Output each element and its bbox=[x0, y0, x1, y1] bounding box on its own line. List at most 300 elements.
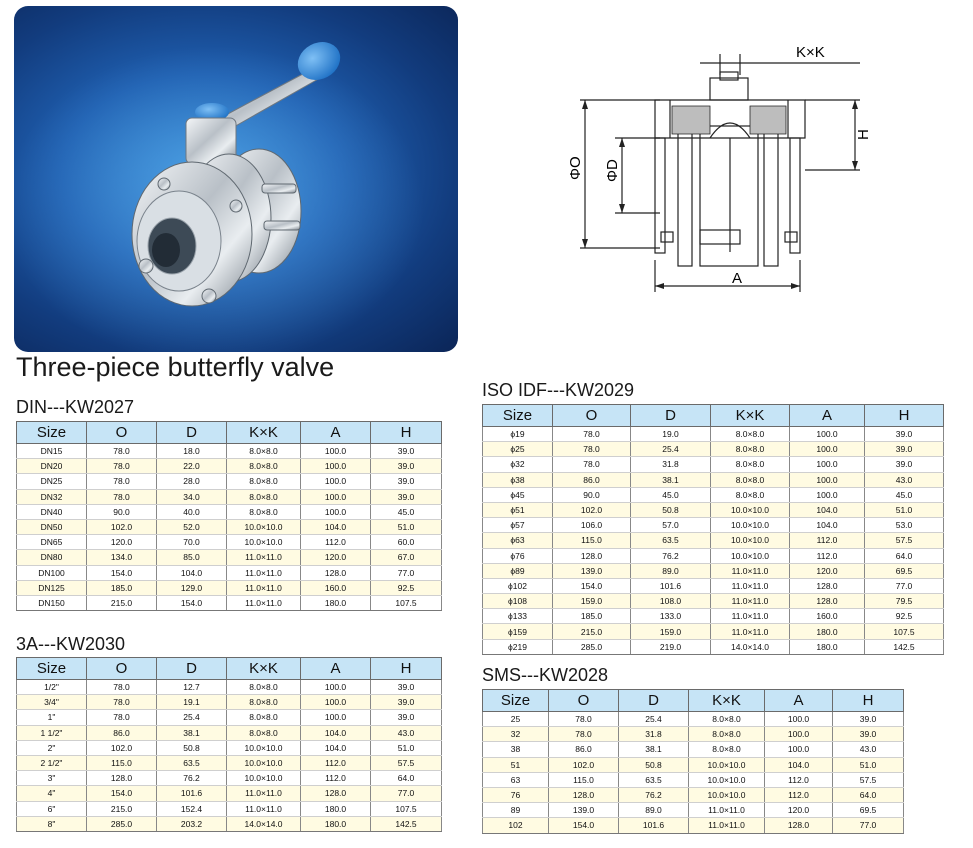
table-cell: 60.0 bbox=[371, 535, 442, 550]
sms-header-cell: D bbox=[619, 690, 689, 712]
table-cell: 10.0×10.0 bbox=[711, 548, 790, 563]
table-cell: 76.2 bbox=[619, 787, 689, 802]
table-cell: 14.0×14.0 bbox=[711, 639, 790, 654]
din-table-heading: DIN---KW2027 bbox=[16, 397, 135, 417]
table-cell: DN50 bbox=[17, 519, 87, 534]
table-cell: 185.0 bbox=[87, 580, 157, 595]
valve-dimension-drawing bbox=[560, 30, 880, 305]
table-cell: 86.0 bbox=[87, 725, 157, 740]
table-cell: 39.0 bbox=[865, 427, 944, 442]
table-cell: 43.0 bbox=[371, 725, 442, 740]
table-cell: ϕ89 bbox=[483, 563, 553, 578]
table-cell: 128.0 bbox=[765, 818, 833, 833]
table-cell: 76 bbox=[483, 787, 549, 802]
table-cell: 101.6 bbox=[631, 578, 711, 593]
table-cell: 100.0 bbox=[301, 459, 371, 474]
iso-header-cell: K×K bbox=[711, 405, 790, 427]
table-cell: 154.0 bbox=[157, 595, 227, 610]
table-cell: 78.0 bbox=[87, 680, 157, 695]
table-cell: 78.0 bbox=[553, 427, 631, 442]
table-cell: 10.0×10.0 bbox=[689, 757, 765, 772]
din-table bbox=[16, 421, 442, 611]
table-row bbox=[483, 487, 944, 502]
table-cell: 51.0 bbox=[865, 502, 944, 517]
sms-table bbox=[482, 689, 904, 834]
table-cell: 100.0 bbox=[765, 727, 833, 742]
table-cell: 120.0 bbox=[765, 803, 833, 818]
table-cell: 106.0 bbox=[553, 518, 631, 533]
table-cell: 11.0×11.0 bbox=[711, 609, 790, 624]
table-cell: 34.0 bbox=[157, 489, 227, 504]
table-cell: 57.0 bbox=[631, 518, 711, 533]
table-cell: 40.0 bbox=[157, 504, 227, 519]
table-cell: 104.0 bbox=[301, 740, 371, 755]
table-cell: 154.0 bbox=[549, 818, 619, 833]
table-cell: 19.1 bbox=[157, 695, 227, 710]
table-cell: 215.0 bbox=[553, 624, 631, 639]
table-cell: 128.0 bbox=[87, 771, 157, 786]
table-row bbox=[483, 639, 944, 654]
table-cell: 57.5 bbox=[865, 533, 944, 548]
table-cell: 90.0 bbox=[553, 487, 631, 502]
table-cell: 115.0 bbox=[549, 772, 619, 787]
table-cell: 25.4 bbox=[619, 712, 689, 727]
table-cell: 11.0×11.0 bbox=[711, 578, 790, 593]
table-cell: 8.0×8.0 bbox=[711, 427, 790, 442]
table-cell: 120.0 bbox=[790, 563, 865, 578]
table-cell: 3/4" bbox=[17, 695, 87, 710]
table-cell: 139.0 bbox=[549, 803, 619, 818]
table-cell: 8.0×8.0 bbox=[227, 444, 301, 459]
table-cell: 11.0×11.0 bbox=[227, 565, 301, 580]
table-row bbox=[483, 803, 904, 818]
table-cell: ϕ102 bbox=[483, 578, 553, 593]
table-cell: 69.5 bbox=[865, 563, 944, 578]
table-cell: 57.5 bbox=[371, 755, 442, 770]
table-cell: 51.0 bbox=[371, 740, 442, 755]
table-cell: 38.1 bbox=[157, 725, 227, 740]
table-cell: 203.2 bbox=[157, 816, 227, 831]
table-cell: 90.0 bbox=[87, 504, 157, 519]
table-cell: 8.0×8.0 bbox=[711, 487, 790, 502]
table-cell: 112.0 bbox=[790, 548, 865, 563]
table-cell: 70.0 bbox=[157, 535, 227, 550]
table-cell: 39.0 bbox=[865, 457, 944, 472]
table-cell: 102 bbox=[483, 818, 549, 833]
table-cell: 112.0 bbox=[765, 787, 833, 802]
table-cell: 39.0 bbox=[833, 712, 904, 727]
table-row bbox=[483, 563, 944, 578]
table-cell: 50.8 bbox=[619, 757, 689, 772]
table-cell: 160.0 bbox=[301, 580, 371, 595]
table-cell: 112.0 bbox=[301, 771, 371, 786]
a3-header-cell: A bbox=[301, 658, 371, 680]
product-photo bbox=[14, 6, 458, 352]
table-cell: 108.0 bbox=[631, 594, 711, 609]
table-cell: 112.0 bbox=[790, 533, 865, 548]
table-row bbox=[17, 710, 442, 725]
table-cell: 10.0×10.0 bbox=[227, 771, 301, 786]
table-cell: 52.0 bbox=[157, 519, 227, 534]
din-header-cell: O bbox=[87, 422, 157, 444]
table-cell: 112.0 bbox=[765, 772, 833, 787]
table-row bbox=[17, 504, 442, 519]
sms-header-cell: Size bbox=[483, 690, 549, 712]
table-cell: 45.0 bbox=[865, 487, 944, 502]
table-cell: 8.0×8.0 bbox=[227, 695, 301, 710]
a3-table-heading: 3A---KW2030 bbox=[16, 634, 126, 654]
table-cell: 120.0 bbox=[301, 550, 371, 565]
table-cell: 8.0×8.0 bbox=[689, 742, 765, 757]
table-cell: 53.0 bbox=[865, 518, 944, 533]
table-cell: 77.0 bbox=[371, 565, 442, 580]
inner-diameter-label: ΦD bbox=[604, 159, 621, 182]
table-cell: 78.0 bbox=[549, 712, 619, 727]
table-cell: 180.0 bbox=[301, 595, 371, 610]
table-cell: ϕ76 bbox=[483, 548, 553, 563]
table-cell: 64.0 bbox=[833, 787, 904, 802]
table-cell: 180.0 bbox=[790, 639, 865, 654]
table-cell: 39.0 bbox=[371, 459, 442, 474]
table-cell: ϕ108 bbox=[483, 594, 553, 609]
table-cell: 285.0 bbox=[553, 639, 631, 654]
table-cell: 134.0 bbox=[87, 550, 157, 565]
table-cell: 39.0 bbox=[371, 710, 442, 725]
table-cell: 10.0×10.0 bbox=[689, 787, 765, 802]
table-cell: 154.0 bbox=[553, 578, 631, 593]
table-row bbox=[17, 801, 442, 816]
table-cell: 38.1 bbox=[631, 472, 711, 487]
table-cell: 64.0 bbox=[865, 548, 944, 563]
table-cell: 8.0×8.0 bbox=[689, 712, 765, 727]
table-cell: 11.0×11.0 bbox=[711, 594, 790, 609]
table-cell: 100.0 bbox=[765, 712, 833, 727]
table-cell: 3" bbox=[17, 771, 87, 786]
table-cell: 10.0×10.0 bbox=[227, 740, 301, 755]
table-row bbox=[483, 457, 944, 472]
table-cell: 77.0 bbox=[865, 578, 944, 593]
table-cell: 25.4 bbox=[157, 710, 227, 725]
table-row bbox=[483, 427, 944, 442]
table-cell: 100.0 bbox=[790, 472, 865, 487]
table-cell: 78.0 bbox=[87, 474, 157, 489]
table-cell: 77.0 bbox=[833, 818, 904, 833]
table-cell: 78.0 bbox=[87, 459, 157, 474]
din-header-cell: D bbox=[157, 422, 227, 444]
table-row bbox=[483, 712, 904, 727]
table-cell: 115.0 bbox=[87, 755, 157, 770]
table-cell: 133.0 bbox=[631, 609, 711, 624]
table-cell: DN32 bbox=[17, 489, 87, 504]
table-cell: 78.0 bbox=[87, 710, 157, 725]
table-cell: ϕ25 bbox=[483, 442, 553, 457]
table-cell: ϕ133 bbox=[483, 609, 553, 624]
table-cell: 8.0×8.0 bbox=[227, 459, 301, 474]
table-cell: 152.4 bbox=[157, 801, 227, 816]
table-row bbox=[17, 535, 442, 550]
table-cell: 100.0 bbox=[301, 680, 371, 695]
table-cell: 25.4 bbox=[631, 442, 711, 457]
table-cell: 18.0 bbox=[157, 444, 227, 459]
table-cell: 11.0×11.0 bbox=[227, 580, 301, 595]
table-cell: 85.0 bbox=[157, 550, 227, 565]
table-cell: 76.2 bbox=[157, 771, 227, 786]
table-cell: 31.8 bbox=[619, 727, 689, 742]
din-header-cell: A bbox=[301, 422, 371, 444]
table-row bbox=[17, 580, 442, 595]
table-row bbox=[483, 518, 944, 533]
table-cell: 92.5 bbox=[371, 580, 442, 595]
a3-header-cell: O bbox=[87, 658, 157, 680]
table-cell: 11.0×11.0 bbox=[711, 624, 790, 639]
table-cell: 39.0 bbox=[371, 489, 442, 504]
table-cell: 12.7 bbox=[157, 680, 227, 695]
table-cell: 89 bbox=[483, 803, 549, 818]
table-cell: DN80 bbox=[17, 550, 87, 565]
table-cell: 8.0×8.0 bbox=[227, 680, 301, 695]
table-cell: DN40 bbox=[17, 504, 87, 519]
table-cell: ϕ219 bbox=[483, 639, 553, 654]
table-cell: 115.0 bbox=[553, 533, 631, 548]
table-cell: 128.0 bbox=[301, 786, 371, 801]
table-cell: DN15 bbox=[17, 444, 87, 459]
table-row bbox=[17, 771, 442, 786]
table-cell: 120.0 bbox=[87, 535, 157, 550]
table-row bbox=[17, 725, 442, 740]
table-cell: 11.0×11.0 bbox=[227, 801, 301, 816]
table-cell: 100.0 bbox=[790, 442, 865, 457]
table-row bbox=[17, 489, 442, 504]
table-cell: DN65 bbox=[17, 535, 87, 550]
table-row bbox=[17, 474, 442, 489]
table-row bbox=[17, 740, 442, 755]
din-header-cell: K×K bbox=[227, 422, 301, 444]
table-cell: 38 bbox=[483, 742, 549, 757]
table-cell: 185.0 bbox=[553, 609, 631, 624]
table-row bbox=[483, 742, 904, 757]
table-cell: 100.0 bbox=[301, 504, 371, 519]
table-cell: 100.0 bbox=[301, 710, 371, 725]
table-cell: DN100 bbox=[17, 565, 87, 580]
table-cell: 78.0 bbox=[553, 457, 631, 472]
table-cell: 39.0 bbox=[371, 444, 442, 459]
table-cell: 57.5 bbox=[833, 772, 904, 787]
table-cell: 31.8 bbox=[631, 457, 711, 472]
table-row bbox=[483, 594, 944, 609]
table-row bbox=[17, 755, 442, 770]
table-cell: 8" bbox=[17, 816, 87, 831]
table-cell: 102.0 bbox=[87, 740, 157, 755]
table-cell: 63.5 bbox=[619, 772, 689, 787]
table-cell: ϕ32 bbox=[483, 457, 553, 472]
table-cell: 154.0 bbox=[87, 786, 157, 801]
table-cell: DN20 bbox=[17, 459, 87, 474]
iso-header-cell: O bbox=[553, 405, 631, 427]
table-cell: 63.5 bbox=[157, 755, 227, 770]
table-row bbox=[17, 459, 442, 474]
sms-header-cell: K×K bbox=[689, 690, 765, 712]
table-cell: 39.0 bbox=[865, 442, 944, 457]
table-cell: 50.8 bbox=[157, 740, 227, 755]
table-cell: DN125 bbox=[17, 580, 87, 595]
table-row bbox=[483, 772, 904, 787]
table-cell: 51 bbox=[483, 757, 549, 772]
table-cell: 79.5 bbox=[865, 594, 944, 609]
table-cell: 128.0 bbox=[790, 578, 865, 593]
table-cell: 100.0 bbox=[790, 427, 865, 442]
table-cell: 180.0 bbox=[301, 816, 371, 831]
sms-header-cell: O bbox=[549, 690, 619, 712]
table-cell: 8.0×8.0 bbox=[227, 710, 301, 725]
table-cell: 160.0 bbox=[790, 609, 865, 624]
table-cell: 38.1 bbox=[619, 742, 689, 757]
table-row bbox=[17, 550, 442, 565]
a3-header-cell: H bbox=[371, 658, 442, 680]
iso-header-cell: H bbox=[865, 405, 944, 427]
din-header-cell: Size bbox=[17, 422, 87, 444]
table-cell: 285.0 bbox=[87, 816, 157, 831]
table-row bbox=[483, 578, 944, 593]
table-cell: 78.0 bbox=[87, 695, 157, 710]
table-cell: 78.0 bbox=[553, 442, 631, 457]
table-cell: 50.8 bbox=[631, 502, 711, 517]
table-cell: 159.0 bbox=[553, 594, 631, 609]
table-cell: 11.0×11.0 bbox=[227, 595, 301, 610]
table-cell: DN25 bbox=[17, 474, 87, 489]
kk-label: K×K bbox=[796, 44, 825, 61]
table-cell: 2" bbox=[17, 740, 87, 755]
table-cell: 14.0×14.0 bbox=[227, 816, 301, 831]
a3-header-cell: D bbox=[157, 658, 227, 680]
table-cell: 101.6 bbox=[619, 818, 689, 833]
table-cell: 104.0 bbox=[301, 725, 371, 740]
table-cell: 100.0 bbox=[301, 489, 371, 504]
table-cell: ϕ63 bbox=[483, 533, 553, 548]
table-cell: 10.0×10.0 bbox=[227, 755, 301, 770]
table-cell: ϕ19 bbox=[483, 427, 553, 442]
table-cell: 128.0 bbox=[549, 787, 619, 802]
iso-header-cell: Size bbox=[483, 405, 553, 427]
table-cell: 100.0 bbox=[301, 444, 371, 459]
din-header-cell: H bbox=[371, 422, 442, 444]
table-cell: 139.0 bbox=[553, 563, 631, 578]
table-cell: 100.0 bbox=[790, 487, 865, 502]
table-cell: 128.0 bbox=[301, 565, 371, 580]
table-cell: 51.0 bbox=[833, 757, 904, 772]
table-row bbox=[17, 519, 442, 534]
table-cell: 1/2" bbox=[17, 680, 87, 695]
table-row bbox=[17, 816, 442, 831]
table-row bbox=[483, 502, 944, 517]
table-cell: 28.0 bbox=[157, 474, 227, 489]
length-label: A bbox=[732, 270, 743, 287]
table-cell: 1 1/2" bbox=[17, 725, 87, 740]
table-cell: 43.0 bbox=[833, 742, 904, 757]
table-cell: 10.0×10.0 bbox=[711, 533, 790, 548]
table-cell: 102.0 bbox=[87, 519, 157, 534]
table-cell: 78.0 bbox=[549, 727, 619, 742]
table-cell: 25 bbox=[483, 712, 549, 727]
table-row bbox=[483, 533, 944, 548]
table-cell: 39.0 bbox=[371, 680, 442, 695]
table-cell: 10.0×10.0 bbox=[227, 519, 301, 534]
table-cell: 78.0 bbox=[87, 444, 157, 459]
table-row bbox=[17, 595, 442, 610]
table-cell: 8.0×8.0 bbox=[227, 504, 301, 519]
table-cell: 43.0 bbox=[865, 472, 944, 487]
table-row bbox=[483, 548, 944, 563]
table-row bbox=[483, 472, 944, 487]
sms-header-cell: H bbox=[833, 690, 904, 712]
table-cell: ϕ38 bbox=[483, 472, 553, 487]
table-cell: ϕ57 bbox=[483, 518, 553, 533]
table-row bbox=[483, 727, 904, 742]
table-cell: 86.0 bbox=[553, 472, 631, 487]
table-cell: 89.0 bbox=[619, 803, 689, 818]
table-cell: 10.0×10.0 bbox=[711, 502, 790, 517]
table-cell: 1" bbox=[17, 710, 87, 725]
table-cell: DN150 bbox=[17, 595, 87, 610]
table-row bbox=[17, 444, 442, 459]
table-cell: 39.0 bbox=[371, 474, 442, 489]
table-cell: 32 bbox=[483, 727, 549, 742]
table-cell: 219.0 bbox=[631, 639, 711, 654]
table-row bbox=[483, 609, 944, 624]
table-cell: 8.0×8.0 bbox=[689, 727, 765, 742]
table-row bbox=[483, 818, 904, 833]
height-label: H bbox=[855, 129, 872, 140]
table-cell: 180.0 bbox=[790, 624, 865, 639]
sms-table-heading: SMS---KW2028 bbox=[482, 665, 609, 685]
table-cell: 104.0 bbox=[790, 502, 865, 517]
table-cell: 128.0 bbox=[790, 594, 865, 609]
table-cell: 11.0×11.0 bbox=[689, 803, 765, 818]
table-row bbox=[17, 565, 442, 580]
table-cell: 101.6 bbox=[157, 786, 227, 801]
iso-header-cell: A bbox=[790, 405, 865, 427]
table-cell: 11.0×11.0 bbox=[227, 786, 301, 801]
table-cell: 104.0 bbox=[765, 757, 833, 772]
table-cell: 76.2 bbox=[631, 548, 711, 563]
table-row bbox=[483, 787, 904, 802]
table-cell: 19.0 bbox=[631, 427, 711, 442]
table-cell: 129.0 bbox=[157, 580, 227, 595]
table-cell: 22.0 bbox=[157, 459, 227, 474]
table-cell: 107.5 bbox=[865, 624, 944, 639]
table-cell: 100.0 bbox=[301, 695, 371, 710]
a3-header-cell: Size bbox=[17, 658, 87, 680]
table-cell: 107.5 bbox=[371, 801, 442, 816]
page-title: Three-piece butterfly valve bbox=[16, 352, 335, 382]
table-cell: ϕ51 bbox=[483, 502, 553, 517]
table-cell: 10.0×10.0 bbox=[227, 535, 301, 550]
table-cell: 102.0 bbox=[549, 757, 619, 772]
table-cell: ϕ45 bbox=[483, 487, 553, 502]
table-cell: 89.0 bbox=[631, 563, 711, 578]
table-cell: 102.0 bbox=[553, 502, 631, 517]
table-cell: 112.0 bbox=[301, 535, 371, 550]
table-cell: 63.5 bbox=[631, 533, 711, 548]
table-cell: 2 1/2" bbox=[17, 755, 87, 770]
table-cell: 63 bbox=[483, 772, 549, 787]
table-cell: 78.0 bbox=[87, 489, 157, 504]
table-row bbox=[17, 695, 442, 710]
table-cell: ϕ159 bbox=[483, 624, 553, 639]
iso-table-heading: ISO IDF---KW2029 bbox=[482, 380, 635, 400]
table-cell: 11.0×11.0 bbox=[689, 818, 765, 833]
table-cell: 4" bbox=[17, 786, 87, 801]
table-cell: 39.0 bbox=[371, 695, 442, 710]
